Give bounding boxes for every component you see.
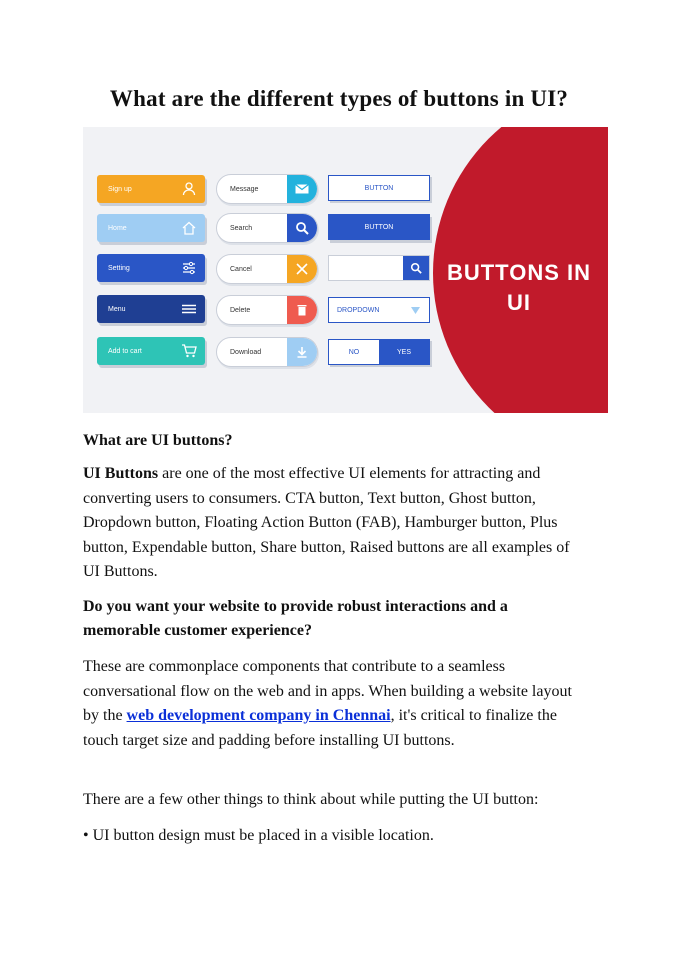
dropdown-select[interactable]: [328, 297, 430, 323]
message-label: Message: [230, 185, 259, 193]
outline-button[interactable]: BUTTON: [328, 175, 430, 201]
home-button[interactable]: [97, 214, 205, 242]
search-icon: [287, 214, 317, 242]
menu-label: Menu: [108, 305, 126, 313]
trash-icon: [287, 296, 317, 324]
search-field[interactable]: [328, 255, 430, 281]
setting-label: Setting: [108, 264, 130, 272]
dropdown-label: DROPDOWN: [337, 306, 380, 314]
signup-label: Sign up: [108, 185, 132, 193]
paragraph-text: , it's critical to finalize the touch target size and padding before installing UI buttons.: [83, 707, 557, 749]
home-icon: [181, 220, 197, 236]
section-paragraph-other-things: There are a few other things to think about while putting the UI button:: [83, 791, 539, 808]
banner-image: [83, 127, 608, 413]
close-icon: [287, 255, 317, 283]
banner-heading-line2: UI: [507, 290, 531, 315]
paragraph-text: are one of the most effective UI elements for attracting and converting users to consumers. CTA button, Text button, Ghost button, Dropdown button, Floating Action Button (FAB), Hamburger button, Plus button, Expendable button, Share button, Raised buttons are all examples of UI Buttons.: [83, 465, 570, 580]
mail-icon: [287, 175, 317, 203]
cancel-button[interactable]: [216, 254, 318, 284]
banner-heading-line1: BUTTONS IN: [446, 260, 592, 285]
search-field-icon[interactable]: [403, 256, 429, 280]
user-icon: [181, 181, 197, 197]
cancel-label: Cancel: [230, 265, 252, 273]
search-button[interactable]: [216, 213, 318, 243]
download-label: Download: [230, 348, 262, 356]
search-label: Search: [230, 224, 253, 232]
section-heading-ui-buttons: What are UI buttons?: [83, 432, 233, 449]
section-paragraph-ui-buttons: [83, 462, 589, 585]
yes-no-toggle[interactable]: [328, 339, 430, 365]
lead-term: UI Buttons: [83, 465, 159, 482]
web-development-link[interactable]: web development company in Chennai: [126, 707, 391, 724]
toggle-yes[interactable]: YES: [379, 340, 429, 364]
download-button[interactable]: [216, 337, 318, 367]
menu-button[interactable]: [97, 295, 205, 323]
toggle-no[interactable]: NO: [329, 340, 379, 364]
section-heading-robust-interactions: Do you want your website to provide robust interactions and a memorable customer experience?: [83, 598, 508, 639]
chevron-down-icon: [411, 307, 420, 314]
delete-button[interactable]: [216, 295, 318, 325]
message-button[interactable]: [216, 174, 318, 204]
bullet-item: • UI button design must be placed in a visible location.: [83, 827, 434, 844]
paragraph-text: These are commonplace components that contribute to a seamless conversational flow on the web and in apps. When building a website layout by the: [83, 658, 572, 724]
download-icon: [287, 338, 317, 366]
add-to-cart-button[interactable]: [97, 337, 205, 365]
cart-icon: [181, 343, 197, 359]
setting-button[interactable]: [97, 254, 205, 282]
signup-button[interactable]: [97, 175, 205, 203]
filled-button[interactable]: BUTTON: [328, 214, 430, 240]
banner-heading: [437, 258, 601, 318]
section-paragraph-commonplace: [83, 655, 589, 753]
hamburger-icon: [181, 301, 197, 317]
page-title: What are the different types of buttons in UI?: [109, 86, 569, 111]
delete-label: Delete: [230, 306, 251, 314]
add-to-cart-label: Add to cart: [108, 347, 142, 355]
sliders-icon: [181, 260, 197, 276]
home-label: Home: [108, 224, 127, 232]
